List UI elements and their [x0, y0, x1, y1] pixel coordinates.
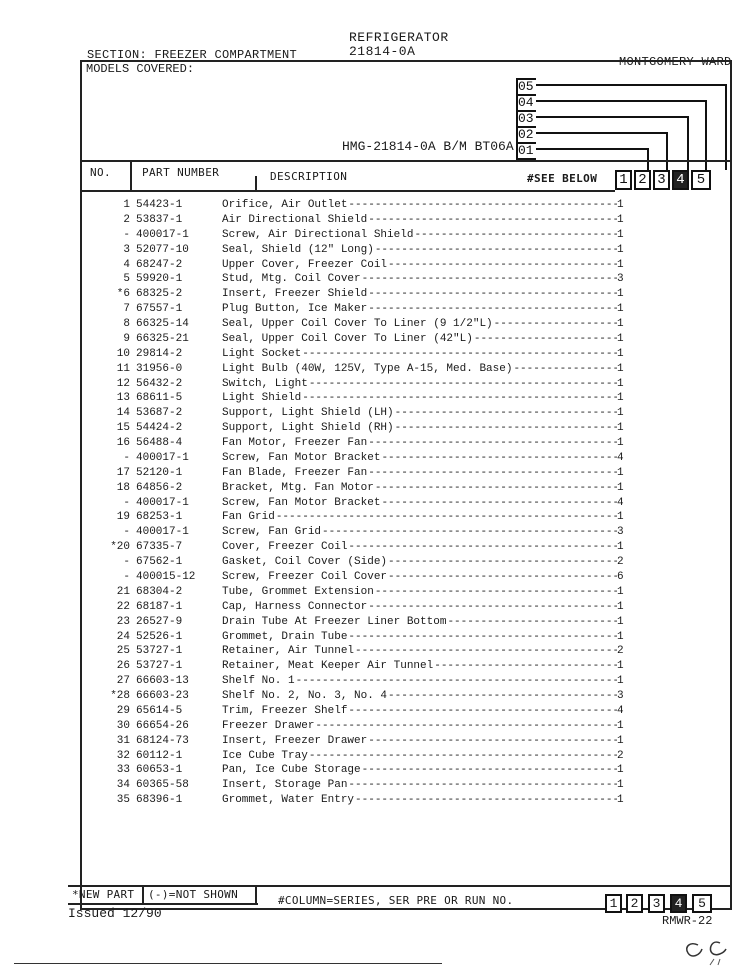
part-description: Gasket, Coil Cover (Side) -----	[222, 555, 617, 569]
part-description: Trim, Freezer Shelf -----	[222, 704, 617, 718]
item-number: 25	[116, 645, 130, 658]
part-description: Screw, Air Directional Shield -----	[222, 228, 617, 242]
item-number: 13	[116, 392, 130, 405]
part-quantity: 1	[617, 675, 624, 688]
item-number: 16	[116, 437, 130, 450]
model-designation: HMG-21814-0A B/M BT06A	[342, 139, 514, 154]
part-quantity: 1	[617, 585, 624, 598]
part-description: Shelf No. 2, No. 3, No. 4 -----	[222, 689, 617, 703]
item-number: 32	[116, 749, 130, 762]
part-quantity: 4	[617, 451, 624, 464]
part-number: 60112-1	[136, 749, 183, 762]
part-number: 400017-1	[136, 496, 189, 509]
part-quantity: 1	[617, 377, 624, 390]
part-quantity: 1	[617, 630, 624, 643]
part-number: 60653-1	[136, 764, 183, 777]
part-description: Seal, Upper Coil Cover To Liner (42"L) -----	[222, 332, 617, 346]
part-quantity: 1	[617, 466, 624, 479]
item-number: 11	[116, 362, 130, 375]
part-description: Shelf No. 1 -----	[222, 674, 617, 688]
part-description: Fan Blade, Freezer Fan -----	[222, 466, 617, 480]
item-number: 4	[123, 258, 130, 271]
part-number: 53837-1	[136, 213, 183, 226]
part-number: 52120-1	[136, 466, 183, 479]
part-quantity: 1	[617, 734, 624, 747]
part-quantity: 1	[617, 511, 624, 524]
part-number: 67562-1	[136, 556, 183, 569]
part-quantity: 1	[617, 213, 624, 226]
part-quantity: 1	[617, 303, 624, 316]
part-quantity: 6	[617, 571, 624, 583]
part-quantity: 1	[617, 318, 624, 331]
part-number: 66654-26	[136, 719, 189, 732]
part-number: 400017-1	[136, 526, 189, 539]
part-number: 52077-10	[136, 243, 189, 256]
part-description: Screw, Freezer Coil Cover -----	[222, 570, 617, 584]
series-code-01: 01	[518, 144, 536, 158]
part-quantity: 2	[617, 645, 624, 658]
item-number: 29	[116, 704, 130, 717]
series-box-5: 5	[691, 170, 711, 190]
handwritten-mark	[680, 935, 740, 969]
part-quantity: 1	[617, 362, 624, 375]
item-number: -	[123, 526, 130, 539]
part-number: 56432-2	[136, 377, 183, 390]
item-number: 26	[116, 660, 130, 673]
part-description: Upper Cover, Freezer Coil -----	[222, 258, 617, 272]
item-number: 21	[116, 585, 130, 598]
series-leader-lines	[530, 80, 732, 172]
part-description: Orifice, Air Outlet -----	[222, 198, 617, 212]
footer-series-box-5: 5	[692, 894, 712, 913]
item-number: 8	[123, 318, 130, 331]
part-description: Freezer Drawer -----	[222, 719, 617, 733]
item-number: 31	[116, 734, 130, 747]
item-number: 24	[116, 630, 130, 643]
brand-name: MONTGOMERY WARD	[619, 55, 732, 69]
part-number: 53727-1	[136, 660, 183, 673]
item-number: 17	[116, 466, 130, 479]
item-number: 14	[116, 407, 130, 420]
part-quantity: 4	[617, 496, 624, 509]
part-number: 53687-2	[136, 407, 183, 420]
part-number: 66603-23	[136, 690, 189, 703]
part-description: Pan, Ice Cube Storage -----	[222, 763, 617, 777]
part-number: 400015-12	[136, 571, 196, 583]
item-number: 15	[116, 422, 130, 435]
item-number: 1	[123, 199, 130, 211]
part-description: Light Shield -----	[222, 391, 617, 405]
part-description: Cap, Harness Connector -----	[222, 600, 617, 614]
series-code-03: 03	[518, 112, 536, 126]
item-number: 22	[116, 600, 130, 613]
part-description: Air Directional Shield -----	[222, 213, 617, 227]
legend-not-shown: (-)=NOT SHOWN	[148, 888, 238, 901]
part-description: Bracket, Mtg. Fan Motor -----	[222, 481, 617, 495]
item-number: 30	[116, 719, 130, 732]
footer-series-box-2: 2	[626, 894, 643, 913]
series-box-2: 2	[634, 170, 651, 190]
page-code: RMWR-22	[662, 914, 713, 928]
part-quantity: 1	[617, 437, 624, 450]
part-number: 67335-7	[136, 541, 183, 554]
column-header-see-below: #SEE BELOW	[527, 172, 598, 185]
part-quantity: 1	[617, 764, 624, 777]
part-description: Tube, Grommet Extension -----	[222, 585, 617, 599]
item-number: 10	[116, 347, 130, 360]
part-number: 68247-2	[136, 258, 183, 271]
part-quantity: 1	[617, 258, 624, 271]
model-number-title: 21814-0A	[349, 44, 416, 59]
part-description: Support, Light Shield (RH) -----	[222, 421, 617, 435]
part-quantity: 1	[617, 481, 624, 494]
part-number: 52526-1	[136, 630, 183, 643]
part-number: 66325-21	[136, 332, 189, 345]
item-number: *6	[116, 288, 130, 301]
part-number: 56488-4	[136, 437, 183, 450]
part-description: Stud, Mtg. Coil Cover -----	[222, 272, 617, 286]
series-box-3: 3	[653, 170, 670, 190]
part-quantity: 1	[617, 779, 624, 792]
item-number: -	[123, 228, 130, 241]
part-quantity: 1	[617, 332, 624, 345]
footer-series-box-4: 4	[670, 894, 687, 913]
item-number: 5	[123, 273, 130, 286]
part-number: 400017-1	[136, 451, 189, 464]
part-description: Retainer, Air Tunnel -----	[222, 644, 617, 658]
part-quantity: 1	[617, 228, 624, 241]
item-number: 3	[123, 243, 130, 256]
part-description: Retainer, Meat Keeper Air Tunnel -----	[222, 659, 617, 673]
part-quantity: 1	[617, 660, 624, 673]
part-number: 53727-1	[136, 645, 183, 658]
part-number: 68396-1	[136, 794, 183, 807]
document-title: REFRIGERATOR	[349, 30, 449, 45]
series-box-4: 4	[672, 170, 689, 190]
part-quantity: 3	[617, 690, 624, 703]
issued-date: Issued 12/90	[68, 906, 162, 921]
part-number: 64856-2	[136, 481, 183, 494]
bottom-rule	[14, 963, 442, 964]
models-covered-label: MODELS COVERED:	[86, 62, 195, 76]
item-number: 2	[123, 213, 130, 226]
item-number: 19	[116, 511, 130, 524]
part-number: 26527-9	[136, 615, 183, 628]
part-quantity: 2	[617, 556, 624, 569]
part-description: Seal, Shield (12" Long) -----	[222, 243, 617, 257]
item-number: 27	[116, 675, 130, 688]
part-quantity: 2	[617, 749, 624, 762]
part-description: Insert, Freezer Shield -----	[222, 287, 617, 301]
part-description: Insert, Freezer Drawer -----	[222, 734, 617, 748]
part-number: 59920-1	[136, 273, 183, 286]
part-description: Insert, Storage Pan -----	[222, 778, 617, 792]
part-quantity: 1	[617, 243, 624, 256]
item-number: 23	[116, 615, 130, 628]
item-number: -	[123, 496, 130, 509]
section-label: SECTION: FREEZER COMPARTMENT	[87, 48, 298, 62]
part-description: Fan Grid -----	[222, 510, 617, 524]
part-number: 66603-13	[136, 675, 189, 688]
part-number: 66325-14	[136, 318, 189, 331]
legend-new-part: *NEW PART	[72, 888, 135, 901]
item-number: 9	[123, 332, 130, 345]
item-number: 7	[123, 303, 130, 316]
part-description: Grommet, Drain Tube -----	[222, 630, 617, 644]
item-number: -	[123, 556, 130, 569]
item-number: -	[123, 571, 130, 583]
part-description: Grommet, Water Entry -----	[222, 793, 617, 807]
part-number: 65614-5	[136, 704, 183, 717]
item-number: *28	[110, 690, 130, 703]
part-description: Screw, Fan Motor Bracket -----	[222, 451, 617, 465]
item-number: *20	[110, 541, 130, 554]
part-quantity: 3	[617, 526, 624, 539]
part-description: Drain Tube At Freezer Liner Bottom -----	[222, 615, 617, 629]
part-quantity: 1	[617, 719, 624, 732]
series-code-04: 04	[518, 96, 536, 110]
part-number: 68187-1	[136, 600, 183, 613]
part-description: Light Bulb (40W, 125V, Type A-15, Med. Base) -----	[222, 362, 617, 376]
part-number: 31956-0	[136, 362, 183, 375]
part-number: 68304-2	[136, 585, 183, 598]
part-number: 68611-5	[136, 392, 183, 405]
column-header-part-number: PART NUMBER	[142, 166, 220, 179]
item-number: 35	[116, 794, 130, 807]
item-number: 18	[116, 481, 130, 494]
part-number: 68253-1	[136, 511, 183, 524]
part-description: Light Socket -----	[222, 347, 617, 361]
part-quantity: 1	[617, 422, 624, 435]
part-number: 68325-2	[136, 288, 183, 301]
series-code-02: 02	[518, 128, 536, 142]
column-header-no: NO.	[90, 166, 112, 179]
part-description: Cover, Freezer Coil -----	[222, 540, 617, 554]
part-number: 68124-73	[136, 734, 189, 747]
part-quantity: 1	[617, 600, 624, 613]
part-description: Plug Button, Ice Maker -----	[222, 302, 617, 316]
part-number: 29814-2	[136, 347, 183, 360]
part-number: 54424-2	[136, 422, 183, 435]
part-quantity: 1	[617, 199, 624, 211]
part-description: Support, Light Shield (LH) -----	[222, 406, 617, 420]
item-number: 12	[116, 377, 130, 390]
part-description: Ice Cube Tray -----	[222, 749, 617, 763]
series-box-1: 1	[615, 170, 632, 190]
legend-column-note: #COLUMN=SERIES, SER PRE OR RUN NO.	[278, 894, 514, 907]
footer-series-box-3: 3	[648, 894, 665, 913]
part-quantity: 1	[617, 347, 624, 360]
part-number: 60365-58	[136, 779, 189, 792]
part-description: Fan Motor, Freezer Fan -----	[222, 436, 617, 450]
part-quantity: 4	[617, 704, 624, 717]
part-number: 67557-1	[136, 303, 183, 316]
column-header-description: DESCRIPTION	[270, 170, 348, 183]
part-quantity: 1	[617, 794, 624, 807]
part-number: 400017-1	[136, 228, 189, 241]
part-quantity: 1	[617, 541, 624, 554]
part-quantity: 3	[617, 273, 624, 286]
part-quantity: 1	[617, 615, 624, 628]
item-number: -	[123, 451, 130, 464]
part-description: Screw, Fan Motor Bracket -----	[222, 496, 617, 510]
part-quantity: 1	[617, 407, 624, 420]
part-description: Screw, Fan Grid -----	[222, 525, 617, 539]
item-number: 33	[116, 764, 130, 777]
part-number: 54423-1	[136, 199, 183, 211]
part-quantity: 1	[617, 288, 624, 301]
item-number: 34	[116, 779, 130, 792]
footer-series-box-1: 1	[605, 894, 622, 913]
part-description: Switch, Light -----	[222, 377, 617, 391]
part-description: Seal, Upper Coil Cover To Liner (9 1/2"L) -----	[222, 317, 617, 331]
series-code-05: 05	[518, 80, 536, 94]
part-quantity: 1	[617, 392, 624, 405]
